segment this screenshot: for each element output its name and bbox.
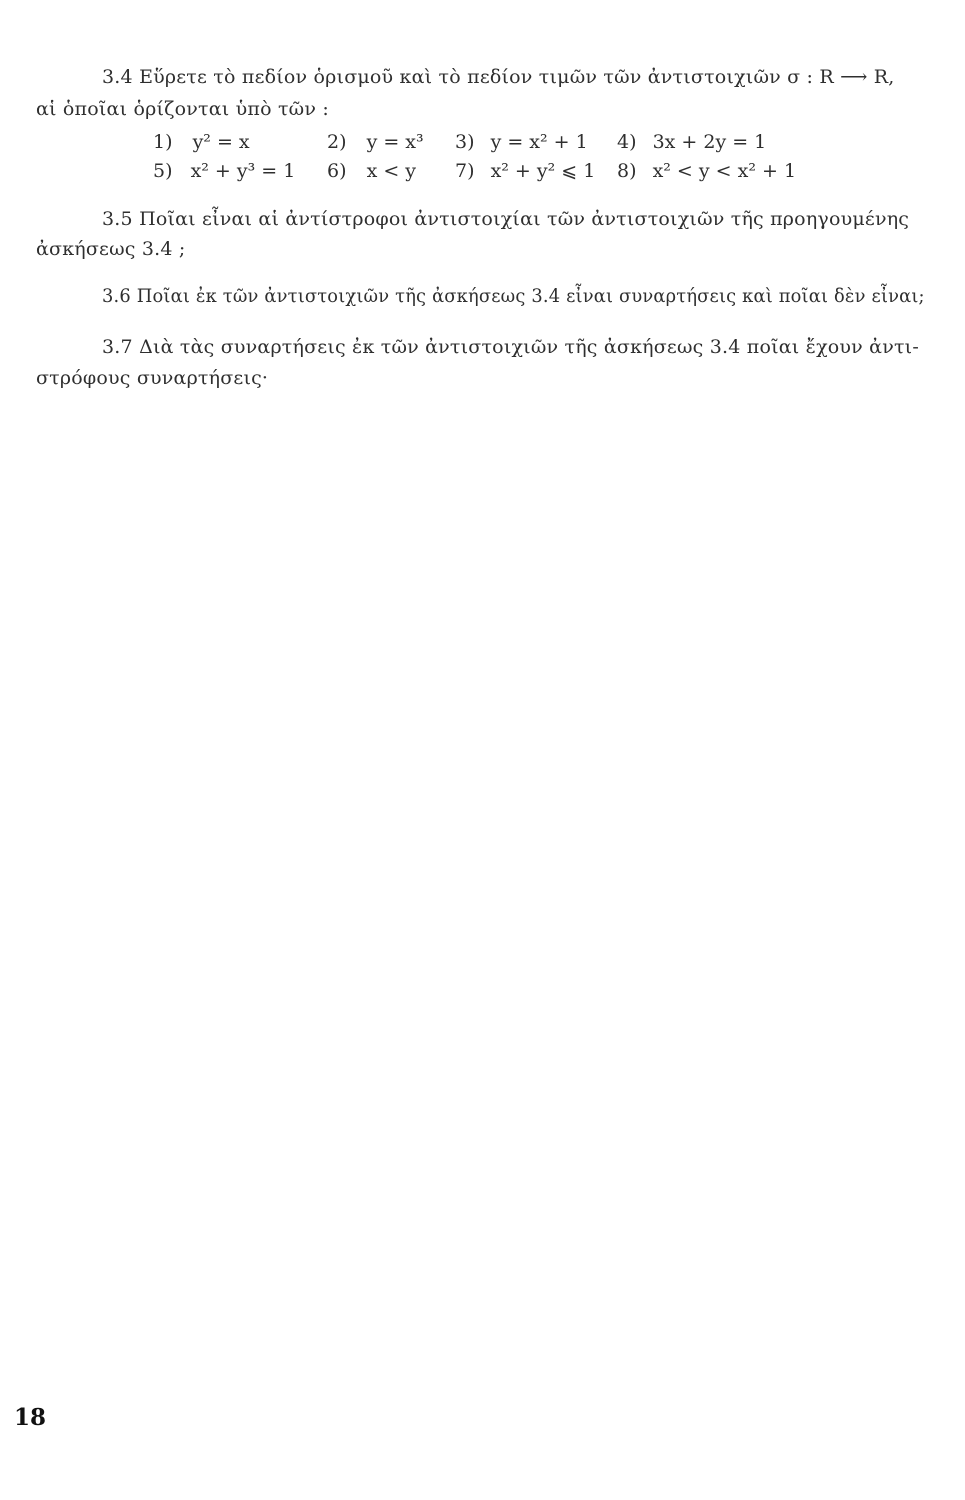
exercise-text: Ποῖαι ἐκ τῶν ἀντιστοιχιῶν τῆς ἀσκήσεως 3.4 εἶναι συναρτήσεις καὶ ποῖαι δὲν εἶναι; — [136, 285, 925, 307]
equation-1 — [153, 131, 250, 153]
equation-3 — [455, 131, 588, 153]
equation-label: 3) — [455, 131, 475, 153]
equation-label: 8) — [617, 160, 637, 182]
equation-5 — [153, 160, 295, 182]
page-number: 18 — [14, 1404, 47, 1431]
exercise-number: 3.4 — [102, 66, 133, 88]
exercise-3-4-line-2: αἱ ὁποῖαι ὁρίζονται ὑπὸ τῶν : — [36, 98, 329, 120]
exercise-number: 3.7 — [102, 336, 133, 358]
exercise-text: Εὕρετε τὸ πεδίον ὁρισμοῦ καὶ τὸ πεδίον τιμῶν τῶν ἀντιστοιχιῶν σ : R ⟶ R, — [139, 66, 895, 88]
equation-formula: 3x + 2y = 1 — [652, 131, 767, 153]
equation-label: 2) — [327, 131, 347, 153]
equation-label: 7) — [455, 160, 475, 182]
equation-6 — [327, 160, 416, 182]
equation-2 — [327, 131, 424, 153]
equation-formula: x < y — [366, 160, 417, 182]
exercise-text: Ποῖαι εἶναι αἱ ἀντίστροφοι ἀντιστοιχίαι τῶν ἀντιστοιχιῶν τῆς προηγουμένης — [139, 208, 910, 230]
exercise-3-6-line-1 — [102, 285, 925, 307]
equation-label: 5) — [153, 160, 173, 182]
equation-4 — [617, 131, 766, 153]
equation-formula: x² < y < x² + 1 — [652, 160, 797, 182]
equation-formula: y = x³ — [366, 131, 424, 153]
exercise-3-5-line-2: ἀσκήσεως 3.4 ; — [36, 238, 186, 260]
equation-label: 6) — [327, 160, 347, 182]
exercise-number: 3.5 — [102, 208, 133, 230]
exercise-3-5-line-1 — [102, 208, 909, 230]
equation-8 — [617, 160, 796, 182]
equation-label: 1) — [153, 131, 173, 153]
equation-formula: x² + y³ = 1 — [190, 160, 296, 182]
equation-label: 4) — [617, 131, 637, 153]
exercise-text: Διὰ τὰς συναρτήσεις ἐκ τῶν ἀντιστοιχιῶν τῆς ἀσκήσεως 3.4 ποῖαι ἔχουν ἀντι- — [139, 336, 919, 358]
exercise-3-7-line-1 — [102, 336, 919, 358]
exercise-3-7-line-2: στρόφους συναρτήσεις· — [36, 367, 269, 389]
equation-formula: y = x² + 1 — [490, 131, 588, 153]
exercise-3-4-line-1 — [102, 66, 895, 88]
equation-formula: y² = x — [192, 131, 250, 153]
exercise-number: 3.6 — [102, 285, 131, 307]
equation-7 — [455, 160, 595, 182]
equation-formula: x² + y² ⩽ 1 — [490, 160, 596, 182]
